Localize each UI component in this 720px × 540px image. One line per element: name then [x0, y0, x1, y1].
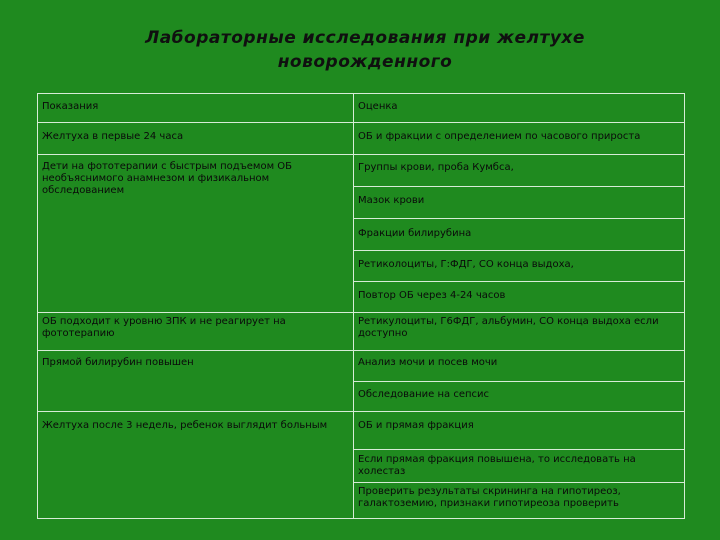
title-line-2: новорожденного — [277, 52, 453, 72]
indication-cell: Прямой билирубин повышен — [38, 351, 354, 412]
header-cell-evaluation: Оценка — [354, 94, 685, 123]
evaluation-cell: ОБ и прямая фракция — [354, 412, 685, 450]
header-cell-indications: Показания — [38, 94, 354, 123]
indication-cell: Желтуха в первые 24 часа — [38, 123, 354, 155]
title-line-1: Лабораторные исследования при желтухе — [145, 28, 585, 48]
lab-tests-table — [37, 93, 685, 519]
evaluation-cell: Ретикулоциты, Г6ФДГ, альбумин, СО конца выдоха если доступно — [354, 313, 685, 351]
table-header-row — [38, 94, 685, 123]
indication-cell: Дети на фототерапии с быстрым подъемом ОБ необъяснимого анамнезом и физикальном обследованием — [38, 155, 354, 313]
evaluation-cell: Ретиколоциты, Г:ФДГ, СО конца выдоха, — [354, 251, 685, 282]
indication-cell: ОБ подходит к уровню ЗПК и не реагирует на фототерапию — [38, 313, 354, 351]
page-title — [0, 26, 720, 74]
table-row — [38, 313, 685, 351]
indication-cell: Желтуха после 3 недель, ребенок выглядит больным — [38, 412, 354, 519]
evaluation-cell: ОБ и фракции с определением по часового прироста — [354, 123, 685, 155]
table-row — [38, 412, 685, 450]
evaluation-cell: Повтор ОБ через 4-24 часов — [354, 282, 685, 313]
table-row — [38, 351, 685, 382]
evaluation-cell: Если прямая фракция повышена, то исследовать на холестаз — [354, 450, 685, 483]
evaluation-cell: Фракции билирубина — [354, 219, 685, 251]
table-row — [38, 123, 685, 155]
evaluation-cell: Анализ мочи и посев мочи — [354, 351, 685, 382]
evaluation-cell: Проверить результаты скрининга на гипотиреоз, галактоземию, признаки гипотиреоза проверить — [354, 483, 685, 519]
evaluation-cell: Обследование на сепсис — [354, 382, 685, 412]
evaluation-cell: Группы крови, проба Кумбса, — [354, 155, 685, 187]
table-row — [38, 155, 685, 187]
evaluation-cell: Мазок крови — [354, 187, 685, 219]
